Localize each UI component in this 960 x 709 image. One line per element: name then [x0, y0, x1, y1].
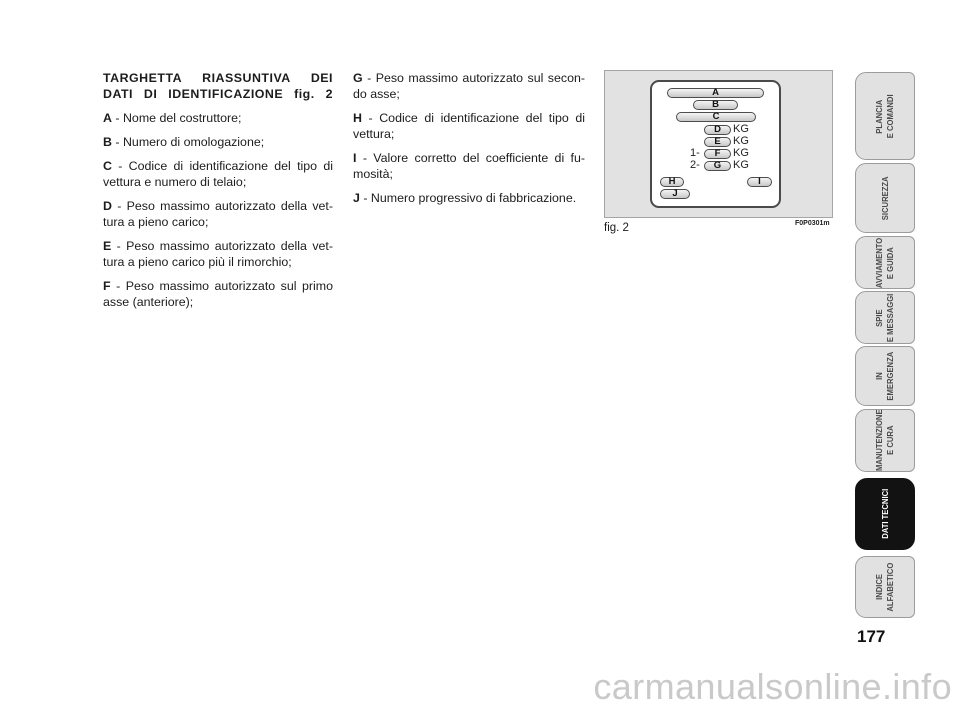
legend-text: - Nome del costruttore;	[115, 111, 242, 125]
legend-line	[353, 150, 585, 166]
tab-plancia-e-comandi[interactable]	[855, 72, 915, 160]
legend-item-i	[353, 150, 585, 182]
plate-unit: KG	[733, 135, 749, 147]
section-heading	[103, 70, 333, 102]
tab-label-line: E GUIDA	[885, 246, 895, 279]
tab-label-line: PLANCIA	[874, 98, 884, 134]
plate-field-i: I	[747, 177, 772, 187]
tab-label-line: DATI TECNICI	[879, 488, 890, 540]
legend-line	[353, 190, 585, 206]
tab-sicurezza[interactable]	[855, 163, 915, 233]
plate-field-f: F	[704, 149, 731, 159]
plate-axle-prefix: 2-	[690, 159, 700, 171]
legend-key: H	[353, 111, 362, 125]
identification-plate-figure	[604, 70, 833, 218]
tab-label	[880, 176, 891, 220]
plate-field-j: J	[660, 189, 690, 199]
watermark: carmanualsonline.info	[593, 666, 952, 707]
section-heading-line: TARGHETTA RIASSUNTIVA DEI	[103, 71, 333, 85]
legend-item-f	[103, 278, 333, 310]
tab-label	[874, 94, 896, 138]
tab-in-emergenza[interactable]	[855, 346, 915, 406]
legend-item-h	[353, 110, 585, 142]
legend-line: tura a pieno carico;	[103, 215, 209, 229]
tab-label-line: SPIE	[874, 308, 884, 327]
legend-key: F	[103, 279, 111, 293]
page-number: 177	[857, 627, 886, 646]
tab-label	[874, 563, 896, 612]
tab-label-line: E COMANDI	[885, 94, 895, 138]
plate-field-g: G	[704, 161, 731, 171]
plate-field-e: E	[704, 137, 731, 147]
figure-code: F0P0301m	[795, 220, 830, 227]
legend-text: - Numero progressivo di fabbricazione.	[363, 191, 577, 205]
legend-text: - Numero di omologazione;	[115, 135, 265, 149]
legend-key: J	[353, 191, 360, 205]
legend-line	[353, 110, 585, 126]
left-text-column	[103, 70, 333, 310]
legend-item-j	[353, 190, 585, 206]
legend-line	[353, 70, 585, 86]
legend-key: D	[103, 199, 112, 213]
legend-text: - Codice di identificazione del tipo di	[368, 111, 585, 125]
tab-label	[874, 237, 896, 287]
tab-label-line: SICUREZZA	[879, 176, 890, 220]
legend-text: - Peso massimo autorizzato della vet-	[117, 199, 333, 213]
tab-label-line: E CURA	[885, 425, 895, 456]
legend-line	[103, 278, 333, 294]
legend-key: A	[103, 111, 112, 125]
legend-line	[103, 110, 333, 126]
tab-label	[874, 352, 896, 401]
tab-manutenzione-e-cura[interactable]	[855, 409, 915, 472]
legend-line	[103, 158, 333, 174]
legend-line: vettura e numero di telaio;	[103, 175, 247, 189]
tab-label-line: E MESSAGGI	[885, 293, 895, 342]
tab-avviamento-e-guida[interactable]	[855, 236, 915, 289]
legend-line: mosità;	[353, 167, 393, 181]
legend-text: - Peso massimo autorizzato sul secon-	[367, 71, 585, 85]
legend-line: do asse;	[353, 87, 400, 101]
tab-label-line: INDICE	[874, 574, 884, 600]
legend-text: - Peso massimo autorizzato sul primo	[116, 279, 333, 293]
tab-dati-tecnici[interactable]	[855, 478, 915, 550]
legend-line: vettura;	[353, 127, 395, 141]
section-heading-line: DATI DI IDENTIFICAZIONE fig. 2	[103, 87, 333, 101]
tab-label-line: EMERGENZA	[885, 351, 895, 401]
plate-axle-prefix: 1-	[690, 147, 700, 159]
legend-item-c	[103, 158, 333, 190]
tab-label	[874, 410, 896, 472]
right-text-column	[353, 70, 585, 206]
plate-field-h: H	[660, 177, 684, 187]
tab-label	[874, 293, 896, 341]
tab-label-line: MANUTENZIONE	[874, 409, 884, 472]
tab-label-line: IN	[874, 372, 884, 380]
plate-field-c: C	[676, 112, 756, 122]
tab-spie-e-messaggi[interactable]	[855, 291, 915, 344]
legend-line: asse (anteriore);	[103, 295, 194, 309]
legend-item-e	[103, 238, 333, 270]
plate-field-a: A	[667, 88, 764, 98]
legend-item-d	[103, 198, 333, 230]
legend-key: G	[353, 71, 363, 85]
tab-label-line: AVVIAMENTO	[874, 237, 884, 288]
legend-line	[103, 198, 333, 214]
plate-field-b: B	[693, 100, 738, 110]
legend-key: E	[103, 239, 112, 253]
legend-key: B	[103, 135, 112, 149]
legend-line	[103, 134, 333, 150]
tab-label-line: ALFABETICO	[885, 562, 895, 612]
plate-field-d: D	[704, 125, 731, 135]
legend-item-b	[103, 134, 333, 150]
plate-unit: KG	[733, 159, 749, 171]
legend-key: I	[353, 151, 357, 165]
legend-text: - Valore corretto del coefficiente di fu-	[362, 151, 586, 165]
legend-line	[103, 238, 333, 254]
identification-plate	[650, 80, 781, 208]
legend-text: - Peso massimo autorizzato della vet-	[116, 239, 333, 253]
legend-item-a	[103, 110, 333, 126]
legend-line: tura a pieno carico più il rimorchio;	[103, 255, 292, 269]
tab-label	[880, 489, 891, 539]
plate-unit: KG	[733, 147, 749, 159]
figure-caption: fig. 2	[604, 222, 629, 234]
legend-item-g	[353, 70, 585, 102]
legend-text: - Codice di identificazione del tipo di	[118, 159, 333, 173]
tab-indice-alfabetico[interactable]	[855, 556, 915, 618]
plate-unit: KG	[733, 123, 749, 135]
legend-key: C	[103, 159, 112, 173]
